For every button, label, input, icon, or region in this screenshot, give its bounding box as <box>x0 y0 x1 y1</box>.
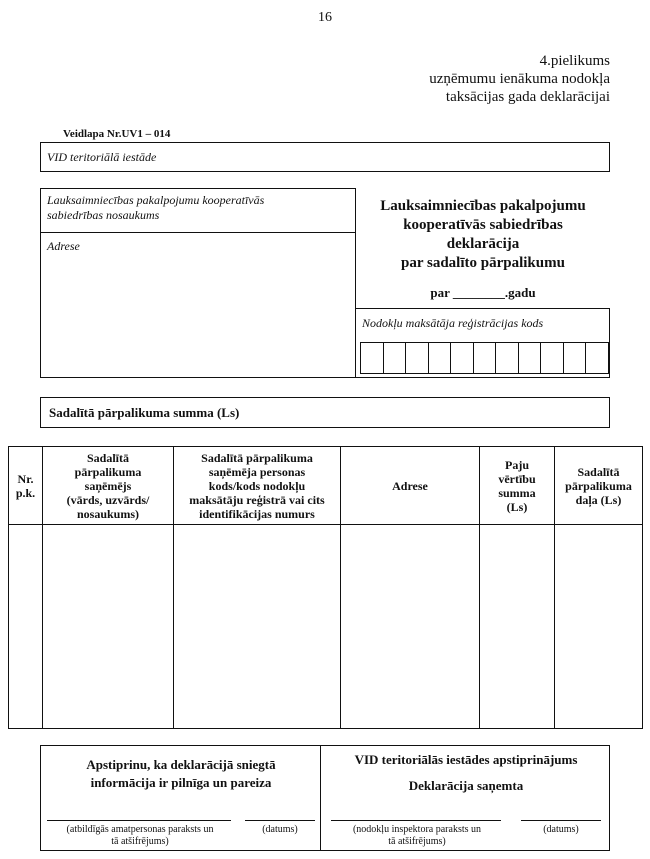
annex-line: taksācijas gada deklarācijai <box>445 89 610 105</box>
col-recipient-header: Sadalītā pārpalikuma saņēmējs (vārds, uzvārds/ nosaukums) <box>43 447 174 525</box>
cooperative-name-label: Lauksaimniecības pakalpojumu kooperatīvās <box>47 193 265 207</box>
date-line[interactable] <box>245 820 315 821</box>
distributed-surplus-sum-field[interactable] <box>40 397 610 428</box>
declaration-year: par ________.gadu <box>430 285 536 300</box>
table-header-row <box>9 447 643 525</box>
inspector-signature-caption: (nodokļu inspektora paraksts un tā atšifrējums) <box>352 824 482 847</box>
table-cell[interactable] <box>43 525 174 729</box>
table-cell[interactable] <box>174 525 341 729</box>
address-label: Adrese <box>47 239 80 253</box>
code-cell[interactable] <box>429 343 452 373</box>
declaration-title <box>356 197 610 273</box>
col-person-code-header: Sadalītā pārpalikuma saņēmēja personas kods/kods nodokļu maksātāju reģistrā vai cits identifikācijas numurs <box>174 447 341 525</box>
vid-confirmation-title: VID teritoriālās iestādes apstiprinājums <box>354 752 578 767</box>
table-cell[interactable] <box>9 525 43 729</box>
signature-line[interactable] <box>47 820 231 821</box>
date-line[interactable] <box>521 820 601 821</box>
registration-code-label: Nodokļu maksātāja reģistrācijas kods <box>362 316 544 330</box>
date-caption: (datums) <box>262 824 298 835</box>
table-cell[interactable] <box>555 525 643 729</box>
declaration-title-line: deklarācija <box>446 236 520 252</box>
code-cell[interactable] <box>564 343 587 373</box>
confirmation-statement: Apstiprinu, ka deklarācijā sniegtā informācija ir pilnīga un pareiza <box>86 757 276 790</box>
code-cell[interactable] <box>586 343 609 373</box>
registration-code-cells[interactable] <box>360 342 609 374</box>
code-cell[interactable] <box>384 343 407 373</box>
form-id: Veidlapa Nr.UV1 – 014 <box>63 128 171 140</box>
signature-caption: (atbildīgās amatpersonas paraksts un tā atšifrējums) <box>66 824 214 847</box>
cooperative-info-block <box>40 188 356 378</box>
table-cell[interactable] <box>341 525 480 729</box>
code-cell[interactable] <box>361 343 384 373</box>
annex-header <box>429 52 610 106</box>
page-number: 16 <box>318 10 332 25</box>
code-cell[interactable] <box>519 343 542 373</box>
declaration-title-line: kooperatīvās sabiedrības <box>403 217 563 233</box>
col-share-value-header: Paju vērtību summa (Ls) <box>480 447 555 525</box>
declaration-received: Deklarācija saņemta <box>408 778 524 793</box>
col-number-header: Nr. p.k. <box>9 447 43 525</box>
annex-line: uzņēmumu ienākuma nodokļa <box>429 71 610 87</box>
recipients-table <box>8 446 642 729</box>
code-cell[interactable] <box>541 343 564 373</box>
declaration-title-line: Lauksaimniecības pakalpojumu <box>380 198 586 214</box>
code-cell[interactable] <box>406 343 429 373</box>
vid-office-field[interactable] <box>40 142 610 172</box>
confirmation-block <box>40 745 610 851</box>
distributed-surplus-sum-label: Sadalītā pārpalikuma summa (Ls) <box>49 405 240 420</box>
table-cell[interactable] <box>480 525 555 729</box>
annex-line: 4.pielikums <box>539 53 610 69</box>
vid-office-label: VID teritoriālā iestāde <box>47 150 157 164</box>
col-address-header: Adrese <box>341 447 480 525</box>
col-surplus-part-header: Sadalītā pārpalikuma daļa (Ls) <box>555 447 643 525</box>
cooperative-name-label: sabiedrības nosaukums <box>47 208 160 222</box>
inspector-signature-line[interactable] <box>331 820 501 821</box>
cooperative-name-field[interactable] <box>41 189 355 233</box>
code-cell[interactable] <box>496 343 519 373</box>
code-cell[interactable] <box>474 343 497 373</box>
date-caption: (datums) <box>543 824 579 835</box>
table-row <box>9 525 643 729</box>
declaration-title-line: par sadalīto pārpalikumu <box>401 255 565 271</box>
registration-code-block <box>355 308 610 378</box>
code-cell[interactable] <box>451 343 474 373</box>
